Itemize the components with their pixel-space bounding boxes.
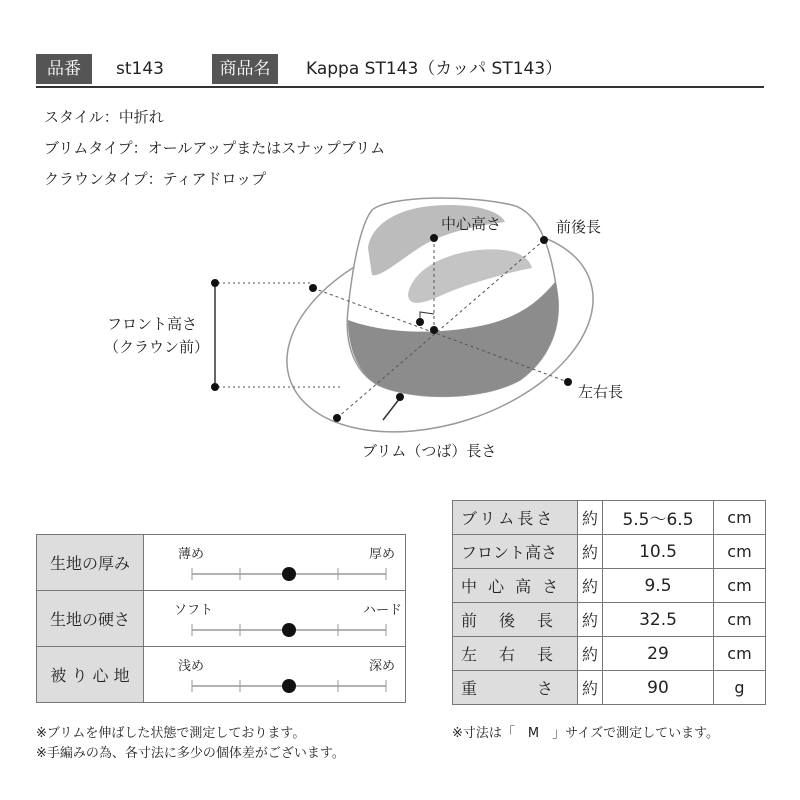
scale-max-label: ハード [363, 603, 403, 618]
size-name: 重 さ [453, 671, 578, 705]
size-unit: cm [714, 535, 766, 569]
size-table [452, 500, 766, 705]
note-size-measured: ※寸法は「 M 」サイズで測定しています。 [452, 726, 720, 741]
scale-min-label: ソフト [174, 603, 214, 618]
scale-max-label: 深め [369, 659, 396, 674]
scale-level-dot [282, 623, 296, 637]
size-unit: cm [714, 603, 766, 637]
scale-min-label: 浅め [178, 659, 205, 674]
size-unit: cm [714, 569, 766, 603]
label-center-height: 中心高さ [441, 215, 502, 233]
scale-track [144, 535, 408, 590]
feel-scale [144, 591, 406, 647]
feel-scale [144, 647, 406, 703]
product-name-label: 商品名 [212, 54, 278, 84]
feel-table [36, 534, 406, 703]
size-value: 10.5 [603, 535, 714, 569]
spec-crown-type: クラウンタイプ：ティアドロップ [44, 170, 267, 188]
size-unit: cm [714, 501, 766, 535]
size-row [453, 569, 766, 603]
label-front-back-length: 前後長 [556, 218, 602, 236]
size-approx: 約 [578, 501, 603, 535]
label-brim-length: ブリム（つば）長さ [362, 442, 497, 460]
scale-min-label: 薄め [178, 547, 205, 562]
scale-max-label: 厚め [369, 547, 396, 562]
spec-style: スタイル：中折れ [44, 108, 164, 126]
size-row [453, 637, 766, 671]
size-unit: cm [714, 637, 766, 671]
label-front-height-sub: （クラウン前） [104, 338, 210, 356]
size-value: 9.5 [603, 569, 714, 603]
scale-level-dot [282, 679, 296, 693]
note-brim-stretched: ※ブリムを伸ばした状態で測定しております。 [36, 726, 306, 741]
size-approx: 約 [578, 569, 603, 603]
feel-scale [144, 535, 406, 591]
label-side-length: 左右長 [578, 383, 624, 401]
size-approx: 約 [578, 671, 603, 705]
size-value: 90 [603, 671, 714, 705]
size-approx: 約 [578, 603, 603, 637]
product-name: Kappa ST143（カッパ ST143） [306, 59, 563, 79]
label-front-height: フロント高さ [107, 315, 198, 333]
size-name: 左 右 長 [453, 637, 578, 671]
size-name: フロント高さ [453, 535, 578, 569]
size-row [453, 535, 766, 569]
note-handmade-variance: ※手編みの為、各寸法に多少の個体差がございます。 [36, 746, 345, 761]
scale-track [144, 591, 408, 646]
feel-row-hardness [37, 591, 406, 647]
scale-level-dot [282, 567, 296, 581]
scale-track [144, 647, 408, 702]
product-no-label: 品番 [36, 54, 92, 84]
size-value: 32.5 [603, 603, 714, 637]
size-approx: 約 [578, 637, 603, 671]
feel-label: 生地の硬さ [37, 591, 144, 647]
size-name: 前 後 長 [453, 603, 578, 637]
size-value: 29 [603, 637, 714, 671]
spec-brim-type: ブリムタイプ：オールアップまたはスナップブリム [44, 139, 386, 157]
feel-row-fit [37, 647, 406, 703]
size-row [453, 501, 766, 535]
size-name: ブリム長さ [453, 501, 578, 535]
size-approx: 約 [578, 535, 603, 569]
size-value: 5.5〜6.5 [603, 501, 714, 535]
size-name: 中 心 高 さ [453, 569, 578, 603]
feel-label: 被 り 心 地 [37, 647, 144, 703]
size-unit: g [714, 671, 766, 705]
feel-label: 生地の厚み [37, 535, 144, 591]
size-row [453, 671, 766, 705]
product-no: st143 [116, 59, 164, 79]
size-row [453, 603, 766, 637]
feel-row-thickness [37, 535, 406, 591]
